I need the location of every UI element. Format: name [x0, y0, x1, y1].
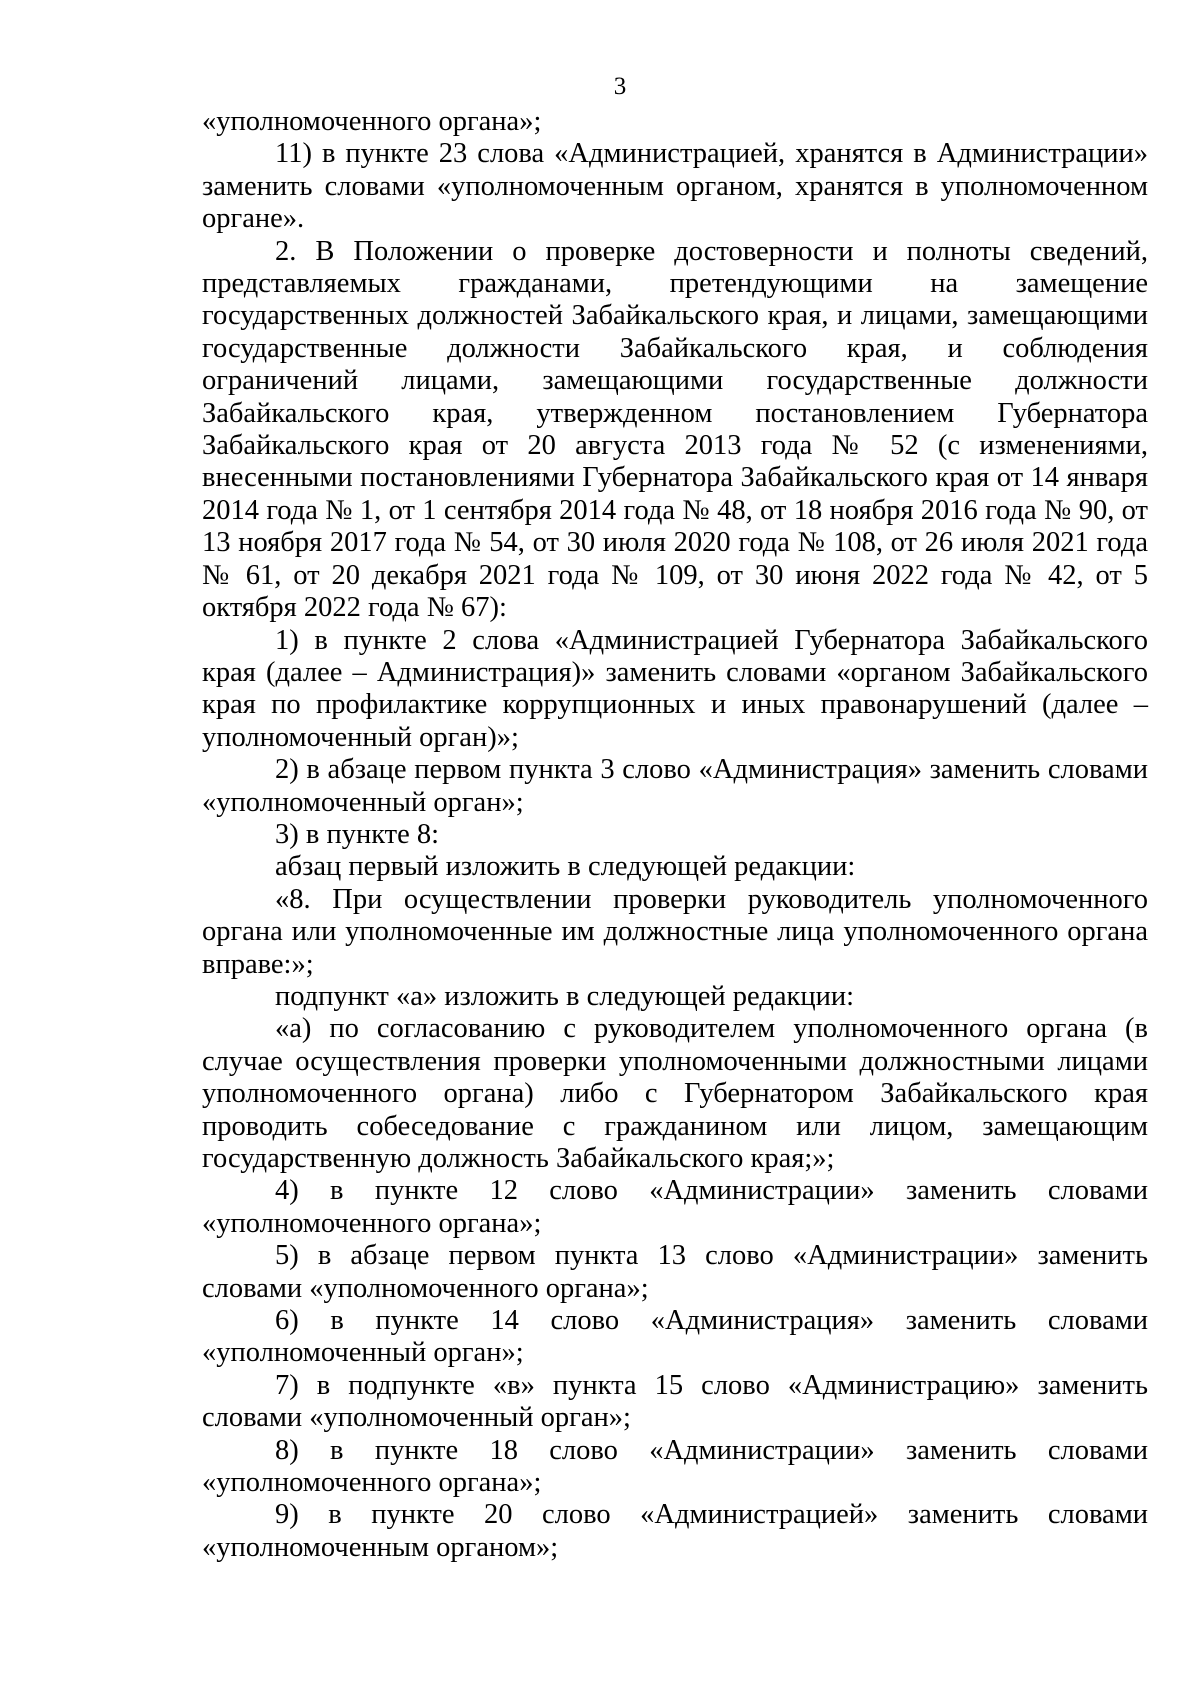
paragraph: 5) в абзаце первом пункта 13 слово «Администрации» заменить словами «уполномоченного органа»; — [202, 1240, 1148, 1304]
paragraph: 7) в подпункте «в» пункта 15 слово «Администрацию» заменить словами «уполномоченный орган»; — [202, 1369, 1148, 1434]
paragraph: 6) в пункте 14 слово «Администрация» заменить словами «уполномоченный орган»; — [202, 1305, 1148, 1369]
paragraph: 1) в пункте 2 слова «Администрацией Губернатора Забайкальского края (далее – Администрация)» заменить словами «органом Забайкальского края по профилактике коррупционных и иных правонарушений (далее – уполномоченный орган)»; — [202, 624, 1148, 753]
paragraph: 4) в пункте 12 слово «Администрации» заменить словами «уполномоченного органа»; — [202, 1175, 1148, 1239]
paragraph: 2. В Положении о проверке достоверности и полноты сведений, представляемых гражданами, претендующими на замещение государственных должностей Забайкальского края, и лицами, замещающими государственные должности Забайкальского края, и соблюдения ограничений лицами, замещающими государственные должности Забайкальского края, утвержденном постановлением Губернатора Забайкальского края от 20 августа 2013 года № 52 (с изменениями, внесенными постановлениями Губернатора Забайкальского края от 14 января 2014 года № 1, от 1 сентября 2014 года № 48, от 18 ноября 2016 года № 90, от 13 ноября 2017 года № 54, от 30 июля 2020 года № 108, от 26 июля 2021 года № 61, от 20 декабря 2021 года № 109, от 30 июня 2022 года № 42, от 5 октября 2022 года № 67): — [202, 235, 1148, 624]
document-body — [202, 106, 1148, 1564]
paragraph: 3) в пункте 8: — [275, 818, 440, 850]
paragraph: «8. При осуществлении проверки руководитель уполномоченного органа или уполномоченные им должностные лица уполномоченного органа вправе:»; — [202, 883, 1148, 980]
paragraph: 11) в пункте 23 слова «Администрацией, хранятся в Администрации» заменить словами «уполномоченным органом, хранятся в уполномоченном органе». — [202, 138, 1148, 235]
paragraph: «а) по согласованию с руководителем уполномоченного органа (в случае осуществления проверки уполномоченными должностными лицами уполномоченного органа) либо с Губернатором Забайкальского края проводить собеседование с гражданином или лицом, замещающим государственную должность Забайкальского края;»; — [202, 1013, 1148, 1174]
paragraph: абзац первый изложить в следующей редакции: — [275, 851, 856, 883]
paragraph: 2) в абзаце первом пункта 3 слово «Администрация» заменить словами «уполномоченный орган»; — [202, 754, 1148, 818]
paragraph: подпункт «а» изложить в следующей редакции: — [275, 980, 854, 1012]
page-number: 3 — [613, 73, 627, 100]
paragraph: «уполномоченного органа»; — [202, 106, 542, 137]
paragraph: 8) в пункте 18 слово «Администрации» заменить словами «уполномоченного органа»; — [202, 1434, 1148, 1499]
paragraph: 9) в пункте 20 слово «Администрацией» заменить словами «уполномоченным органом»; — [202, 1499, 1148, 1563]
